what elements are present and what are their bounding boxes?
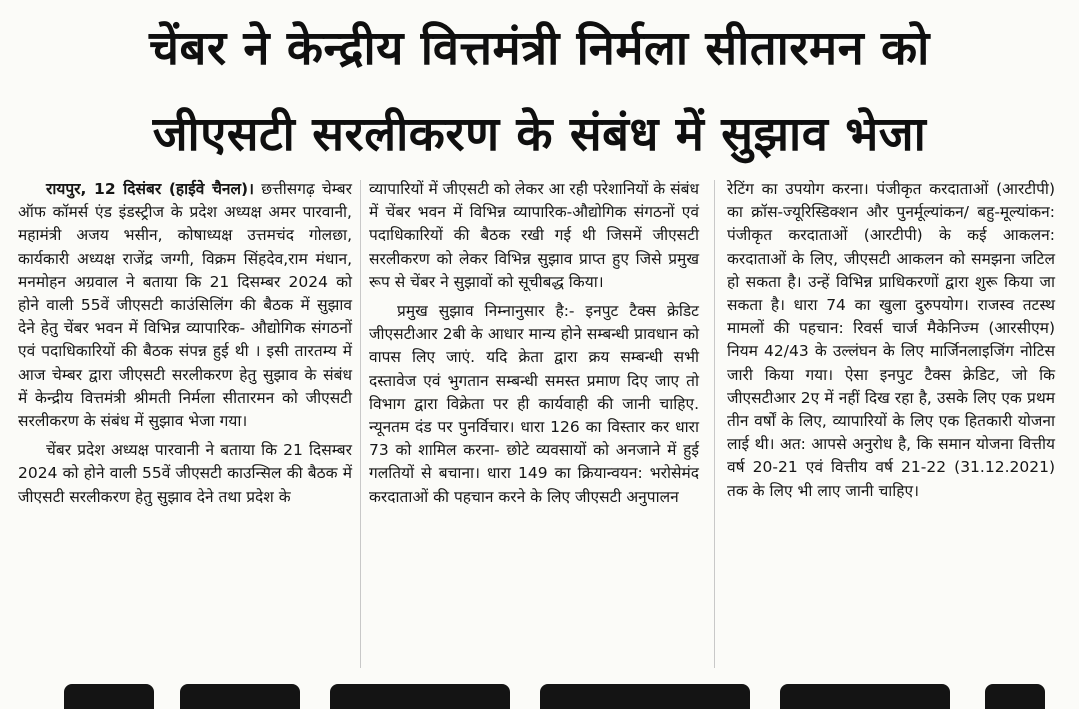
paragraph: व्यापारियों में जीएसटी को लेकर आ रही परेशानियों के संबंध में चेंबर भवन में विभिन्न व्यापारिक-औद्योगिक संगठनों एवं पदाधिकारियों की बैठक रखी गई थी जिसमें जीएसटी सरलीकरण को लेकर विभिन्न सुझाव प्राप्त हुए जिसे प्रमुख रूप से चेंबर ने सुझावों को सूचीबद्ध किया। bbox=[369, 180, 699, 291]
dateline: रायपुर, 12 दिसंबर (हाईवे चैनल)। bbox=[46, 180, 254, 198]
paragraph bbox=[18, 178, 352, 433]
article-column-3 bbox=[727, 178, 1055, 503]
paragraph: रेटिंग का उपयोग करना। पंजीकृत करदाताओं (आरटीपी) का क्रॉस-ज्यूरिस्डिक्शन और पुनर्मूल्यांकन/ बहु-मूल्यांकन: पंजीकृत करदाताओं (आरटीपी) के कई आकलन: करदाताओं के लिए, जीएसटी आकलन को समझना जटिल हो सकता है। उन्हें विभिन्न प्राधिकरणों द्वारा शुरू किया जा सकता है। धारा 74 का खुला दुरुपयोग। राजस्व तटस्थ मामलों की पहचान: रिवर्स चार्ज मैकेनिज्म (आरसीएम) नियम 42/43 के उल्लंघन के लिए मार्जिनलाइजिंग नोटिस जारी किया गया। ऐसा इनपुट टैक्स क्रेडिट, जो कि जीएसटीआर 2ए में नहीं दिख रहा है, उसके लिए एक प्रथम तीन वर्षों के लिए, व्यापारियों के लिए एक हितकारी योजना लाई थी। अत: आपसे अनुरोध है, कि समान योजना वित्तीय वर्ष 20-21 एवं वित्तीय वर्ष 21-22 (31.12.2021) तक के लिए भी लाए जानी चाहिए। bbox=[727, 180, 1055, 500]
headline-line-1: चेंबर ने केन्द्रीय वित्तमंत्री निर्मला सीतारमन को bbox=[149, 21, 930, 76]
article-headline bbox=[0, 6, 1079, 178]
paragraph-text: छत्तीसगढ़ चेम्बर ऑफ कॉमर्स एंड इंडस्ट्रीज के प्रदेश अध्यक्ष अमर पारवानी, महामंत्री अजय भसीन, कोषाध्यक्ष उत्तमचंद गोलछा, कार्यकारी अध्यक्ष राजेंद्र जग्गी, विक्रम सिंहदेव,राम मंधान, मनमोहन अग्रवाल ने बताया कि 21 दिसम्बर 2024 को होने वाली 55वें जीएसटी काउंसिलिंग की बैठक में सुझाव देने हेतु चेंबर भवन में विभिन्न व्यापारिक- औद्योगिक संगठनों एवं पदाधिकारियों की बैठक संपन्न हुई थी । इसी तारतम्य में आज चेम्बर द्वारा जीएसटी सरलीकरण हेतु सुझाव के संबंध में केन्द्रीय वित्तमंत्री श्रीमती निर्मला सीतारमन को जीएसटी सरलीकरण के संबंध में सुझाव भेजा गया। bbox=[18, 180, 352, 431]
article-column-1 bbox=[18, 178, 352, 509]
paragraph: चेंबर प्रदेश अध्यक्ष पारवानी ने बताया कि 21 दिसम्बर 2024 को होने वाली 55वें जीएसटी काउन्सिल की बैठक में जीएसटी सरलीकरण हेतु सुझाव देने तथा प्रदेश के bbox=[18, 441, 352, 506]
headline-line-2: जीएसटी सरलीकरण के संबंध में सुझाव भेजा bbox=[152, 107, 927, 162]
paragraph: प्रमुख सुझाव निम्नानुसार है:- इनपुट टैक्स क्रेडिट जीएसटीआर 2बी के आधार मान्य होने सम्बन्धी प्रावधान को वापस लिए जाएं. यदि क्रेता द्वारा क्रय सम्बन्धी सभी दस्तावेज एवं भुगतान सम्बन्धी समस्त प्रमाण दिए जाए तो विभाग द्वारा विक्रेता पर ही कार्यवाही की जानी चाहिए. न्यूनतम दंड पर पुनर्विचार। धारा 126 का विस्तार कर धारा 73 को शामिल करना- छोटे व्यवसायों को अनजाने में हुई गलतियों से बचाना। धारा 149 का क्रियान्वयन: भरोसेमंद करदाताओं की पहचान करने के लिए जीएसटी अनुपालन bbox=[369, 302, 699, 506]
article-column-2 bbox=[369, 178, 699, 509]
next-article-headline-cropped bbox=[0, 676, 1079, 709]
article-body bbox=[0, 178, 1079, 668]
